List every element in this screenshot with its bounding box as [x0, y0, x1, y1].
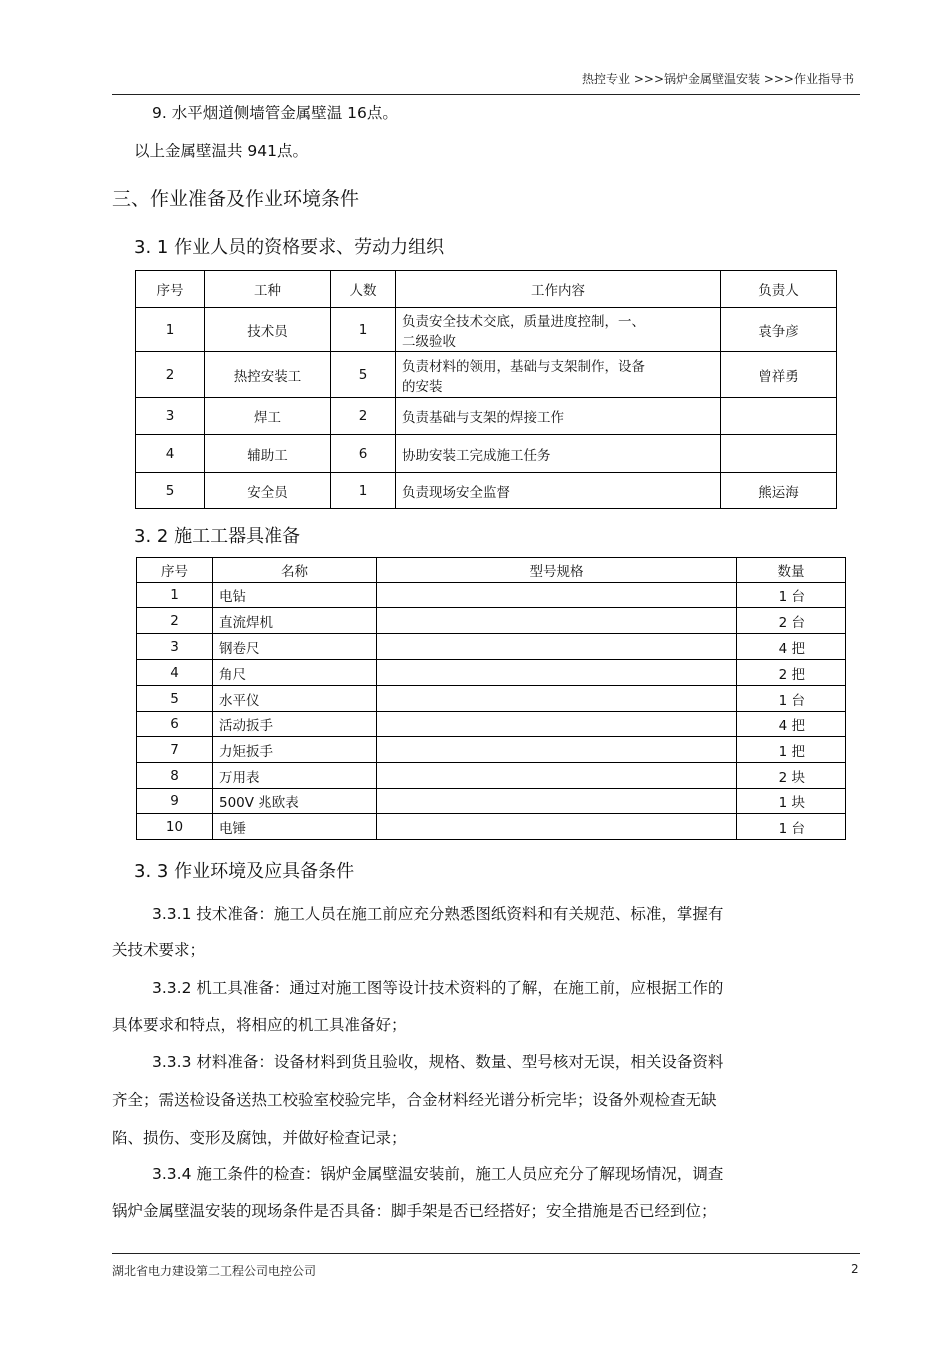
- page-header: 热控专业 >>>锅炉金属壁温安装 >>>作业指导书: [582, 72, 854, 86]
- cell-spec: [377, 789, 737, 814]
- cell-type: 热控安装工: [205, 352, 331, 398]
- header-rule: [112, 94, 860, 95]
- cell-name: 电钻: [213, 583, 377, 608]
- tools-table: [136, 557, 846, 840]
- cell-content: [396, 352, 721, 398]
- cell-type: 辅助工: [205, 435, 331, 473]
- cell-no: 10: [137, 814, 213, 840]
- tools-header-row: [137, 558, 846, 583]
- table-row: [137, 737, 846, 763]
- cell-content-line: 二级验收: [402, 333, 456, 350]
- cell-count: 5: [331, 352, 396, 398]
- para-3-3-2-line-2: 具体要求和特点，将相应的机工具准备好；: [112, 1016, 407, 1034]
- cell-no: 1: [136, 308, 205, 352]
- table-row: [137, 660, 846, 686]
- cell-count: 6: [331, 435, 396, 473]
- table-row: [137, 789, 846, 814]
- cell-no: 3: [136, 398, 205, 435]
- table-row: [137, 608, 846, 634]
- col-header-qty: 数量: [737, 558, 846, 583]
- cell-name: 角尺: [213, 660, 377, 686]
- cell-qty: 2 块: [737, 763, 846, 789]
- personnel-header-row: [136, 271, 837, 308]
- cell-name: 水平仪: [213, 686, 377, 712]
- cell-no: 7: [137, 737, 213, 763]
- section-3-3-title: 3. 3 作业环境及应具备条件: [134, 861, 355, 882]
- cell-no: 9: [137, 789, 213, 814]
- col-header-content: 工作内容: [396, 271, 721, 308]
- para-3-3-3-line-1: 3.3.3 材料准备：设备材料到货且验收，规格、数量、型号核对无误，相关设备资料: [152, 1053, 724, 1071]
- para-3-3-1-line-2: 关技术要求；: [112, 941, 206, 959]
- para-3-3-4-line-1: 3.3.4 施工条件的检查：锅炉金属壁温安装前，施工人员应充分了解现场情况，调查: [152, 1165, 724, 1183]
- section-3-1-title: 3. 1 作业人员的资格要求、劳动力组织: [134, 237, 445, 258]
- cell-name: 力矩扳手: [213, 737, 377, 763]
- cell-lead: [721, 398, 837, 435]
- cell-qty: 4 把: [737, 712, 846, 737]
- cell-qty: 1 把: [737, 737, 846, 763]
- col-header-type: 工种: [205, 271, 331, 308]
- cell-qty: 1 台: [737, 814, 846, 840]
- cell-name: 500V 兆欧表: [213, 789, 377, 814]
- cell-count: 2: [331, 398, 396, 435]
- cell-lead: 曾祥勇: [721, 352, 837, 398]
- table-row: [136, 308, 837, 352]
- cell-lead: 袁争彦: [721, 308, 837, 352]
- table-row: [136, 435, 837, 473]
- footer-rule: [112, 1253, 860, 1254]
- table-row: [137, 814, 846, 840]
- cell-no: 5: [136, 473, 205, 509]
- cell-no: 6: [137, 712, 213, 737]
- col-header-count: 人数: [331, 271, 396, 308]
- para-3-3-4-line-2: 锅炉金属壁温安装的现场条件是否具备：脚手架是否已经搭好；安全措施是否已经到位；: [112, 1202, 717, 1220]
- cell-content-line: 的安装: [402, 378, 443, 395]
- para-3-3-2-line-1: 3.3.2 机工具准备：通过对施工图等设计技术资料的了解，在施工前，应根据工作的: [152, 979, 724, 997]
- cell-spec: [377, 583, 737, 608]
- table-row: [137, 763, 846, 789]
- section-3-2-title: 3. 2 施工工器具准备: [134, 526, 301, 547]
- page-number: 2: [851, 1262, 859, 1276]
- cell-content-line: 负责安全技术交底，质量进度控制，一、: [402, 313, 645, 330]
- cell-content: [396, 308, 721, 352]
- para-3-3-3-line-2: 齐全；需送检设备送热工校验室校验完毕，合金材料经光谱分析完毕；设备外观检查无缺: [112, 1091, 717, 1109]
- footer-company: 湖北省电力建设第二工程公司电控公司: [112, 1264, 317, 1278]
- table-row: [136, 398, 837, 435]
- cell-no: 3: [137, 634, 213, 660]
- table-row: [137, 583, 846, 608]
- col-header-spec: 型号规格: [377, 558, 737, 583]
- cell-no: 2: [136, 352, 205, 398]
- cell-no: 1: [137, 583, 213, 608]
- cell-name: 电锤: [213, 814, 377, 840]
- cell-qty: 1 台: [737, 686, 846, 712]
- cell-no: 5: [137, 686, 213, 712]
- col-header-no: 序号: [136, 271, 205, 308]
- col-header-lead: 负责人: [721, 271, 837, 308]
- cell-content: 负责基础与支架的焊接工作: [396, 398, 721, 435]
- section-3-title: 三、作业准备及作业环境条件: [112, 188, 360, 210]
- table-row: [137, 712, 846, 737]
- cell-spec: [377, 712, 737, 737]
- table-row: [136, 352, 837, 398]
- cell-no: 8: [137, 763, 213, 789]
- cell-spec: [377, 737, 737, 763]
- cell-lead: [721, 435, 837, 473]
- cell-spec: [377, 763, 737, 789]
- cell-name: 直流焊机: [213, 608, 377, 634]
- cell-content: 负责现场安全监督: [396, 473, 721, 509]
- personnel-table: [135, 270, 837, 509]
- cell-spec: [377, 814, 737, 840]
- cell-no: 4: [137, 660, 213, 686]
- cell-name: 活动扳手: [213, 712, 377, 737]
- cell-qty: 4 把: [737, 634, 846, 660]
- cell-type: 技术员: [205, 308, 331, 352]
- col-header-no: 序号: [137, 558, 213, 583]
- cell-qty: 1 台: [737, 583, 846, 608]
- col-header-name: 名称: [213, 558, 377, 583]
- cell-qty: 2 把: [737, 660, 846, 686]
- cell-count: 1: [331, 473, 396, 509]
- cell-spec: [377, 686, 737, 712]
- cell-spec: [377, 660, 737, 686]
- para-3-3-1-line-1: 3.3.1 技术准备：施工人员在施工前应充分熟悉图纸资料和有关规范、标准，掌握有: [152, 905, 724, 923]
- cell-no: 4: [136, 435, 205, 473]
- table-row: [137, 686, 846, 712]
- cell-name: 钢卷尺: [213, 634, 377, 660]
- intro-line-1: 9. 水平烟道侧墙管金属壁温 16点。: [152, 104, 398, 122]
- para-3-3-3-line-3: 陷、损伤、变形及腐蚀，并做好检查记录；: [112, 1129, 407, 1147]
- cell-name: 万用表: [213, 763, 377, 789]
- cell-type: 安全员: [205, 473, 331, 509]
- cell-qty: 2 台: [737, 608, 846, 634]
- cell-spec: [377, 608, 737, 634]
- cell-count: 1: [331, 308, 396, 352]
- cell-content: 协助安装工完成施工任务: [396, 435, 721, 473]
- cell-qty: 1 块: [737, 789, 846, 814]
- table-row: [136, 473, 837, 509]
- cell-spec: [377, 634, 737, 660]
- cell-lead: 熊运海: [721, 473, 837, 509]
- intro-line-2: 以上金属壁温共 941点。: [134, 142, 309, 160]
- cell-no: 2: [137, 608, 213, 634]
- cell-type: 焊工: [205, 398, 331, 435]
- table-row: [137, 634, 846, 660]
- cell-content-line: 负责材料的领用，基础与支架制作，设备: [402, 358, 645, 375]
